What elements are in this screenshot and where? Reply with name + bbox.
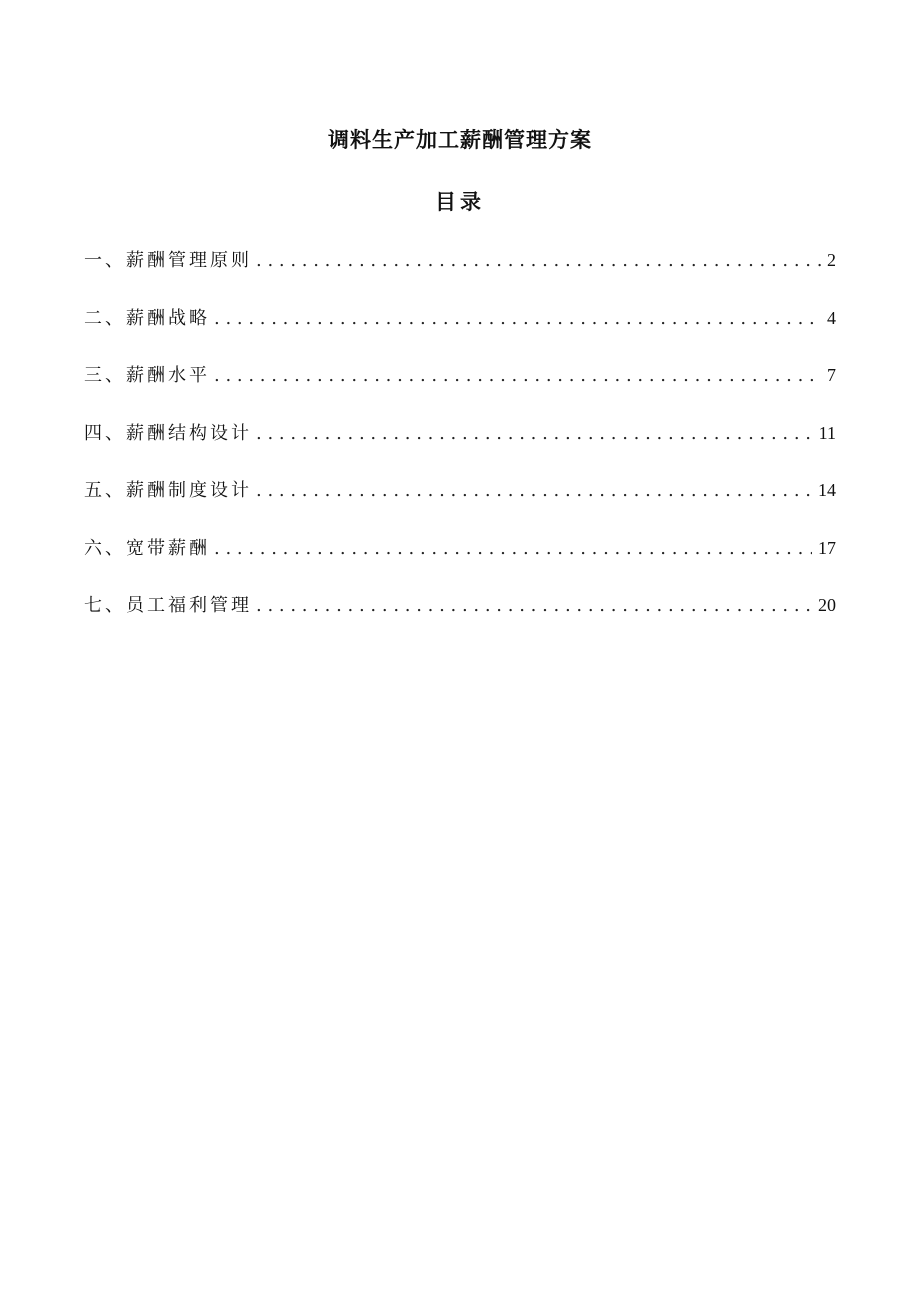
toc-entry-broadband-salary[interactable] [84,534,836,592]
toc-entry-page-number: 7 [827,365,836,385]
toc-heading: 目录 [435,190,485,214]
toc-entry-page-number: 20 [818,595,836,615]
toc-entry-salary-level[interactable] [84,361,836,419]
toc-dot-leader [214,365,821,386]
toc-dot-leader [256,480,812,501]
toc-entry-label: 二、薪酬战略 [84,307,210,329]
document-title: 调料生产加工薪酬管理方案 [328,128,592,152]
toc-entry-salary-system[interactable] [84,476,836,534]
toc-entry-page-number: 4 [827,307,836,328]
toc-dot-leader [256,595,812,616]
toc-entry-page-number: 17 [818,537,836,558]
toc-entry-label: 三、薪酬水平 [84,365,210,386]
toc-entry-page-number: 14 [818,480,836,500]
toc-entry-page-number: 11 [818,422,836,443]
toc-entry-label: 七、员工福利管理 [84,595,252,616]
toc-entry-label: 五、薪酬制度设计 [84,480,252,501]
toc-entry-label: 六、宽带薪酬 [84,537,210,559]
toc-dot-leader [256,423,813,444]
toc-entry-label: 四、薪酬结构设计 [84,422,252,444]
toc-dot-leader [214,538,812,559]
toc-entry-salary-strategy[interactable] [84,304,836,362]
toc-entry-employee-benefits[interactable] [84,591,836,649]
toc-entry-page-number: 2 [827,250,836,270]
toc-entry-salary-structure[interactable] [84,419,836,477]
toc-dot-leader [256,250,821,271]
toc-entry-salary-principles[interactable] [84,246,836,304]
toc-entry-label: 一、薪酬管理原则 [84,250,252,271]
toc-dot-leader [214,308,821,329]
table-of-contents [84,246,836,649]
